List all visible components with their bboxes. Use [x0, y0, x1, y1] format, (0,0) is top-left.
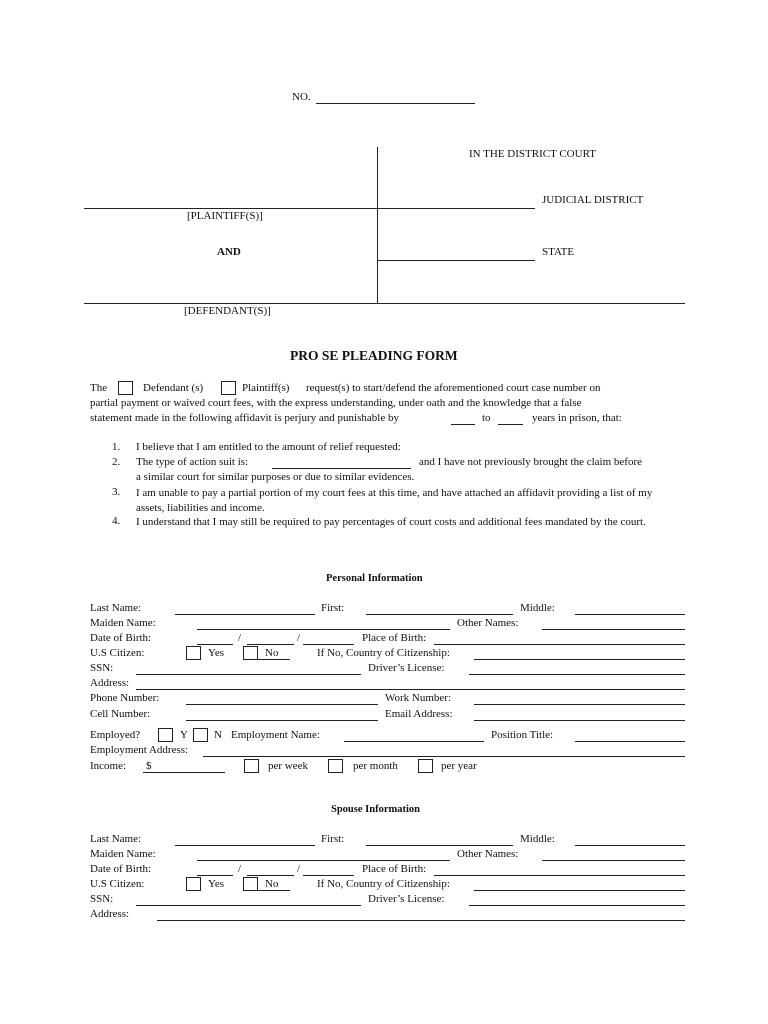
judicial-district-field[interactable] — [378, 208, 535, 209]
first-name-label: First: — [321, 602, 345, 614]
item-text: I understand that I may still be required to pay percentages of court costs and additional fees mandated by the court. — [136, 516, 646, 528]
spouse-citizen-yes-label: Yes — [208, 878, 225, 890]
item-text: The type of action suit is: — [136, 456, 249, 468]
min-years-field[interactable] — [451, 424, 475, 425]
citizen-no-label: No — [265, 647, 279, 659]
plaintiff-checkbox[interactable] — [221, 381, 236, 395]
spouse-country-field[interactable] — [474, 890, 685, 891]
spouse-dob-day-field[interactable] — [247, 875, 294, 876]
intro-text-2: partial payment or waived court fees, with the express understanding, under oath and the knowledge that a false — [90, 397, 582, 409]
caption-divider — [377, 147, 378, 304]
spouse-dob-label: Date of Birth: — [90, 863, 152, 875]
maiden-name-label: Maiden Name: — [90, 617, 156, 629]
middle-name-field[interactable] — [575, 614, 685, 615]
maiden-name-field[interactable] — [197, 629, 450, 630]
intro-the: The — [90, 382, 108, 394]
employed-no-label: N — [214, 729, 222, 741]
address-field[interactable] — [136, 689, 685, 690]
spouse-dob-separator: / — [238, 863, 242, 875]
spouse-drivers-license-field[interactable] — [469, 905, 685, 906]
intro-to: to — [482, 412, 491, 424]
spouse-middle-name-label: Middle: — [520, 833, 555, 845]
cell-field[interactable] — [186, 720, 378, 721]
item-number: 3. — [112, 486, 121, 498]
position-title-label: Position Title: — [491, 729, 554, 741]
judicial-district-label: JUDICIAL DISTRICT — [542, 194, 644, 206]
first-name-field[interactable] — [366, 614, 513, 615]
place-of-birth-label: Place of Birth: — [362, 632, 427, 644]
per-year-checkbox[interactable] — [418, 759, 433, 773]
spouse-address-field[interactable] — [157, 920, 685, 921]
spouse-ssn-label: SSN: — [90, 893, 114, 905]
spouse-dob-month-field[interactable] — [197, 875, 233, 876]
spouse-ssn-field[interactable] — [136, 905, 361, 906]
citizen-yes-checkbox[interactable] — [186, 646, 201, 660]
spouse-us-citizen-label: U.S Citizen: — [90, 878, 145, 890]
case-number-field[interactable] — [316, 103, 475, 104]
item-number: 4. — [112, 515, 121, 527]
item-text: I believe that I am entitled to the amount of relief requested: — [136, 441, 401, 453]
plaintiff-label: [PLAINTIFF(S)] — [187, 210, 263, 222]
spouse-other-names-label: Other Names: — [457, 848, 519, 860]
spouse-first-name-field[interactable] — [366, 845, 513, 846]
employment-address-label: Employment Address: — [90, 744, 189, 756]
middle-name-label: Middle: — [520, 602, 555, 614]
defendant-field[interactable] — [84, 303, 685, 304]
drivers-license-label: Driver’s License: — [368, 662, 445, 674]
other-names-label: Other Names: — [457, 617, 519, 629]
defendant-checkbox[interactable] — [118, 381, 133, 395]
spouse-citizen-yes-checkbox[interactable] — [186, 877, 201, 891]
spouse-place-of-birth-label: Place of Birth: — [362, 863, 427, 875]
ssn-label: SSN: — [90, 662, 114, 674]
spouse-maiden-name-field[interactable] — [197, 860, 450, 861]
spouse-info-heading: Spouse Information — [331, 804, 420, 815]
employment-address-field[interactable] — [203, 756, 685, 757]
dob-day-field[interactable] — [247, 644, 294, 645]
last-name-field[interactable] — [175, 614, 315, 615]
per-month-checkbox[interactable] — [328, 759, 343, 773]
per-week-checkbox[interactable] — [244, 759, 259, 773]
action-type-field[interactable] — [272, 468, 411, 469]
per-month-label: per month — [353, 760, 398, 772]
spouse-country-label: If No, Country of Citizenship: — [317, 878, 450, 890]
ssn-field[interactable] — [136, 674, 361, 675]
dob-separator: / — [297, 632, 301, 644]
form-title: PRO SE PLEADING FORM — [290, 348, 458, 363]
dob-separator: / — [238, 632, 242, 644]
intro-text-1: request(s) to start/defend the aforementioned court case number on — [306, 382, 601, 394]
item-text: and I have not previously brought the claim before — [419, 456, 642, 468]
dob-label: Date of Birth: — [90, 632, 152, 644]
employed-yes-checkbox[interactable] — [158, 728, 173, 742]
dob-year-field[interactable] — [303, 644, 354, 645]
place-of-birth-field[interactable] — [434, 644, 685, 645]
income-label: Income: — [90, 760, 127, 772]
spouse-last-name-field[interactable] — [175, 845, 315, 846]
country-field[interactable] — [474, 659, 685, 660]
citizen-yes-label: Yes — [208, 647, 225, 659]
court-heading: IN THE DISTRICT COURT — [469, 148, 596, 160]
spouse-first-name-label: First: — [321, 833, 345, 845]
spouse-last-name-label: Last Name: — [90, 833, 142, 845]
state-field[interactable] — [378, 260, 535, 261]
employment-name-field[interactable] — [344, 741, 484, 742]
max-years-field[interactable] — [498, 424, 523, 425]
phone-field[interactable] — [186, 704, 378, 705]
plaintiff-field[interactable] — [84, 208, 377, 209]
address-label: Address: — [90, 677, 130, 689]
spouse-middle-name-field[interactable] — [575, 845, 685, 846]
other-names-field[interactable] — [542, 629, 685, 630]
spouse-citizen-no-label: No — [265, 878, 279, 890]
spouse-place-of-birth-field[interactable] — [434, 875, 685, 876]
cell-label: Cell Number: — [90, 708, 151, 720]
income-field[interactable] — [143, 772, 225, 773]
plaintiff-option-label: Plaintiff(s) — [242, 382, 290, 394]
spouse-maiden-name-label: Maiden Name: — [90, 848, 156, 860]
employed-no-checkbox[interactable] — [193, 728, 208, 742]
spouse-address-label: Address: — [90, 908, 130, 920]
position-title-field[interactable] — [575, 741, 685, 742]
spouse-drivers-license-label: Driver’s License: — [368, 893, 445, 905]
drivers-license-field[interactable] — [469, 674, 685, 675]
item-text: I am unable to pay a partial portion of my court fees at this time, and have attached an affidavit providing a list of my assets, liabilities and income. — [136, 487, 653, 514]
employed-yes-label: Y — [180, 729, 188, 741]
us-citizen-label: U.S Citizen: — [90, 647, 145, 659]
spouse-other-names-field[interactable] — [542, 860, 685, 861]
employment-name-label: Employment Name: — [231, 729, 320, 741]
defendant-label: [DEFENDANT(S)] — [184, 305, 271, 317]
email-label: Email Address: — [385, 708, 453, 720]
work-number-field[interactable] — [474, 704, 685, 705]
per-week-label: per week — [268, 760, 309, 772]
phone-label: Phone Number: — [90, 692, 160, 704]
and-label: AND — [217, 246, 241, 258]
dob-month-field[interactable] — [197, 644, 233, 645]
per-year-label: per year — [441, 760, 477, 772]
income-currency: $ — [146, 760, 152, 772]
spouse-dob-separator: / — [297, 863, 301, 875]
case-number-label: NO. — [292, 91, 311, 103]
defendant-option-label: Defendant (s) — [143, 382, 204, 394]
personal-info-heading: Personal Information — [326, 573, 423, 584]
intro-text-3a: statement made in the following affidavit is perjury and punishable by — [90, 412, 399, 424]
item-number: 1. — [112, 441, 121, 453]
work-number-label: Work Number: — [385, 692, 452, 704]
spouse-citizen-no-checkbox[interactable] — [243, 877, 258, 891]
citizen-no-checkbox[interactable] — [243, 646, 258, 660]
country-label: If No, Country of Citizenship: — [317, 647, 450, 659]
spouse-citizen-no-underline — [258, 890, 290, 891]
citizen-no-underline — [258, 659, 290, 660]
intro-text-3b: years in prison, that: — [532, 412, 622, 424]
item-number: 2. — [112, 456, 121, 468]
email-field[interactable] — [474, 720, 685, 721]
spouse-dob-year-field[interactable] — [303, 875, 354, 876]
employed-label: Employed? — [90, 729, 141, 741]
item-text: a similar court for similar purposes or due to similar evidences. — [136, 471, 415, 483]
last-name-label: Last Name: — [90, 602, 142, 614]
state-label: STATE — [542, 246, 575, 258]
